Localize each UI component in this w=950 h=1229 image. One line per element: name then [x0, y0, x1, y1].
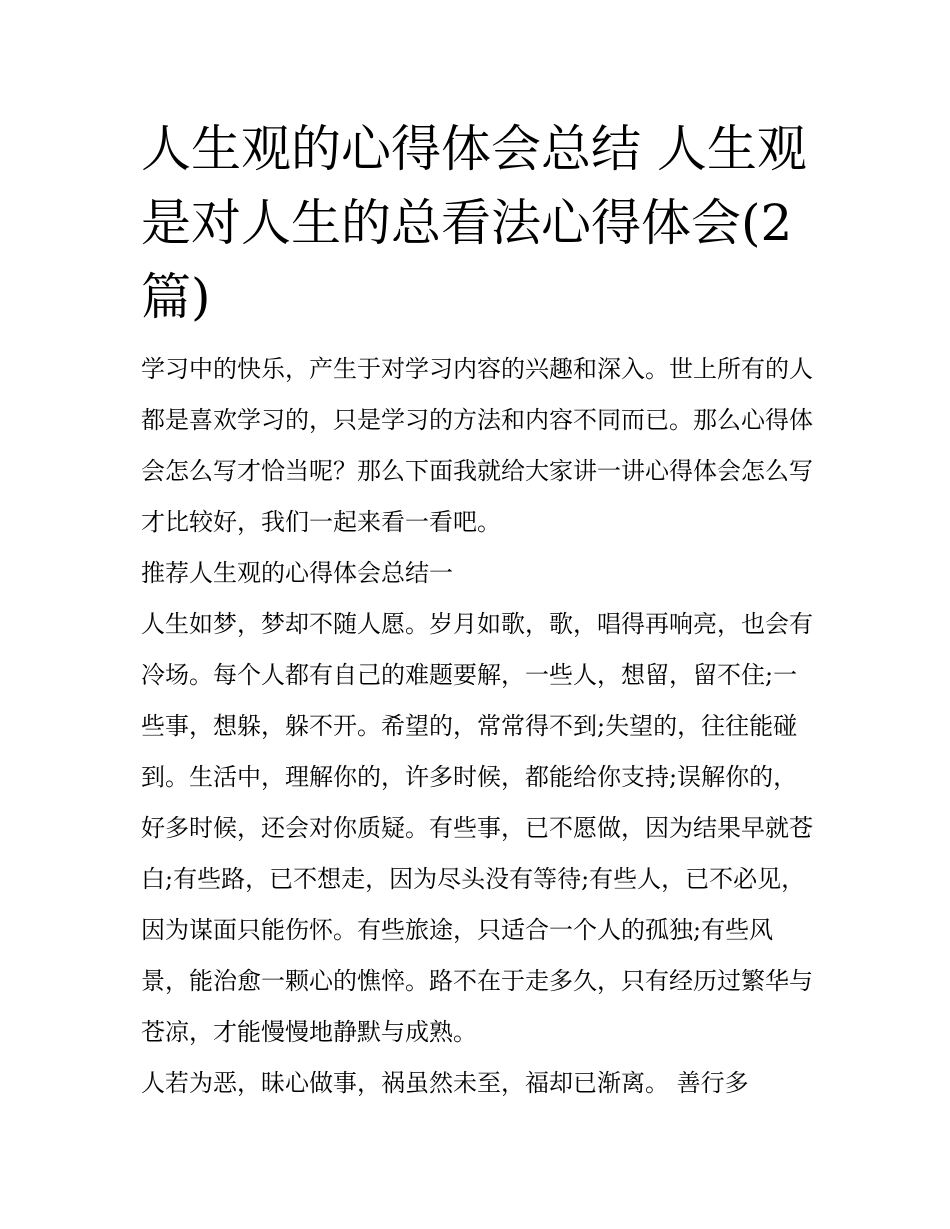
document-page	[141, 112, 817, 1109]
intro-paragraph: 学习中的快乐，产生于对学习内容的兴趣和深入。世上所有的人都是喜欢学习的，只是学习的方法和内容不同而已。那么心得体会怎么写才恰当呢？那么下面我就给大家讲一讲心得体会怎么写才比较好，我们一起来看一看吧。	[141, 355, 813, 536]
body-paragraph-1: 人生如梦，梦却不随人愿。岁月如歌，歌，唱得再响亮，也会有冷场。每个人都有自己的难题要解，一些人，想留，留不住;一些事，想躲，躲不开。希望的，常常得不到;失望的，往往能碰到。生活中，理解你的，许多时候，都能给你支持;误解你的，好多时候，还会对你质疑。有些事，已不愿做，因为结果早就苍白;有些路，已不想走，因为尽头没有等待;有些人，已不必见，因为谋面只能伤怀。有些旅途，只适合一个人的孤独;有些风景，能治愈一颗心的憔悴。路不在于走多久，只有经历过繁华与苍凉，才能慢慢地静默与成熟。	[141, 610, 813, 1046]
body-paragraph-2: 人若为恶，昧心做事，祸虽然未至，福却已渐离。 善行多	[141, 1069, 749, 1097]
section-heading: 推荐人生观的心得体会总结一	[141, 559, 453, 587]
document-title: 人生观的心得体会总结 人生观是对人生的总看法心得体会(2篇)	[141, 120, 807, 326]
